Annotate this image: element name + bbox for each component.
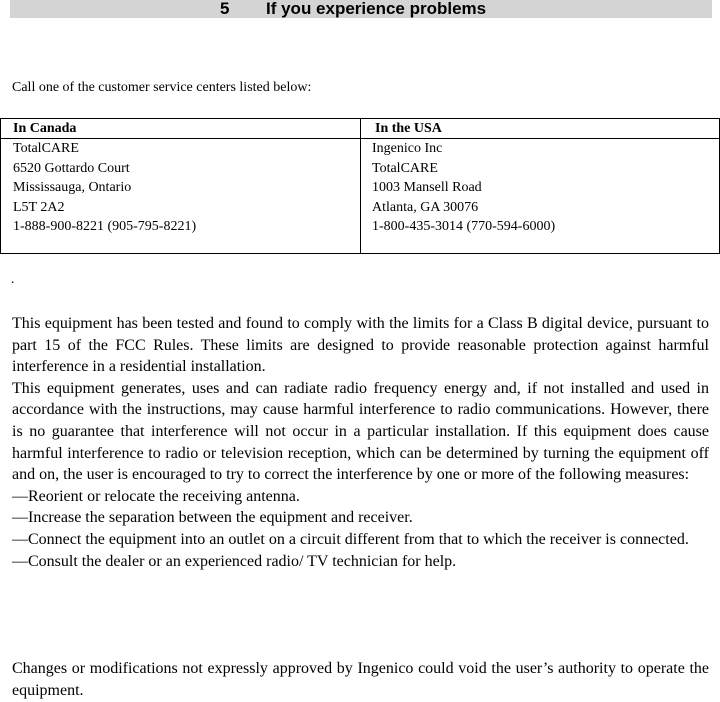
measure-item: —Consult the dealer or an experienced radio/ TV technician for help. — [12, 552, 457, 570]
service-centers-table — [0, 118, 720, 254]
table-row — [1, 139, 720, 254]
address-line: Ingenico Inc — [372, 141, 443, 156]
fcc-paragraph-1: This equipment has been tested and found to comply with the limits for a Class B digital device, pursuant to part 15 of the FCC Rules. These limits are designed to provide reasonable protection against harmful interference in a residential installation. — [12, 315, 709, 376]
usa-heading: In the USA — [361, 119, 720, 139]
address-line: L5T 2A2 — [13, 199, 65, 215]
phone-line: 1-800-435-3014 (770-594-6000) — [372, 219, 556, 234]
closing-paragraph: Changes or modifications not expressly approved by Ingenico could void the user’s authority to operate the equipment. — [12, 660, 709, 699]
measure-item: —Increase the separation between the equipment and receiver. — [12, 509, 413, 527]
address-line: 6520 Gottardo Court — [13, 160, 130, 176]
usa-address — [361, 139, 720, 254]
section-heading — [10, 0, 712, 18]
address-line: Mississauga, Ontario — [13, 180, 132, 195]
section-number: 5 — [220, 0, 230, 18]
address-line: 1003 Mansell Road — [372, 180, 482, 195]
intro-text: Call one of the customer service centers listed below: — [12, 80, 312, 95]
fcc-statement — [12, 313, 709, 572]
address-line: TotalCARE — [372, 160, 438, 176]
measure-item: —Connect the equipment into an outlet on a circuit different from that to which the receiver is connected. — [12, 530, 689, 548]
separator-dot: . — [11, 272, 15, 287]
address-line: TotalCARE — [13, 141, 79, 156]
phone-line: 1-888-900-8221 (905-795-8221) — [13, 219, 197, 234]
table-header-row — [1, 119, 720, 139]
canada-heading: In Canada — [1, 119, 361, 139]
fcc-paragraph-2: This equipment generates, uses and can radiate radio frequency energy and, if not installed and used in accordance with the instructions, may cause harmful interference to radio communications. However, there is no guarantee that interference will not occur in a particular installation. If this equipment does cause harmful interference to radio or television reception, which can be determined by turning the equipment off and on, the user is encouraged to try to correct the interference by one or more of the following measures: — [12, 379, 709, 484]
section-title: If you experience problems — [266, 0, 487, 18]
measure-item: —Reorient or relocate the receiving antenna. — [12, 487, 300, 505]
address-line: Atlanta, GA 30076 — [372, 199, 479, 215]
canada-address — [1, 139, 361, 254]
